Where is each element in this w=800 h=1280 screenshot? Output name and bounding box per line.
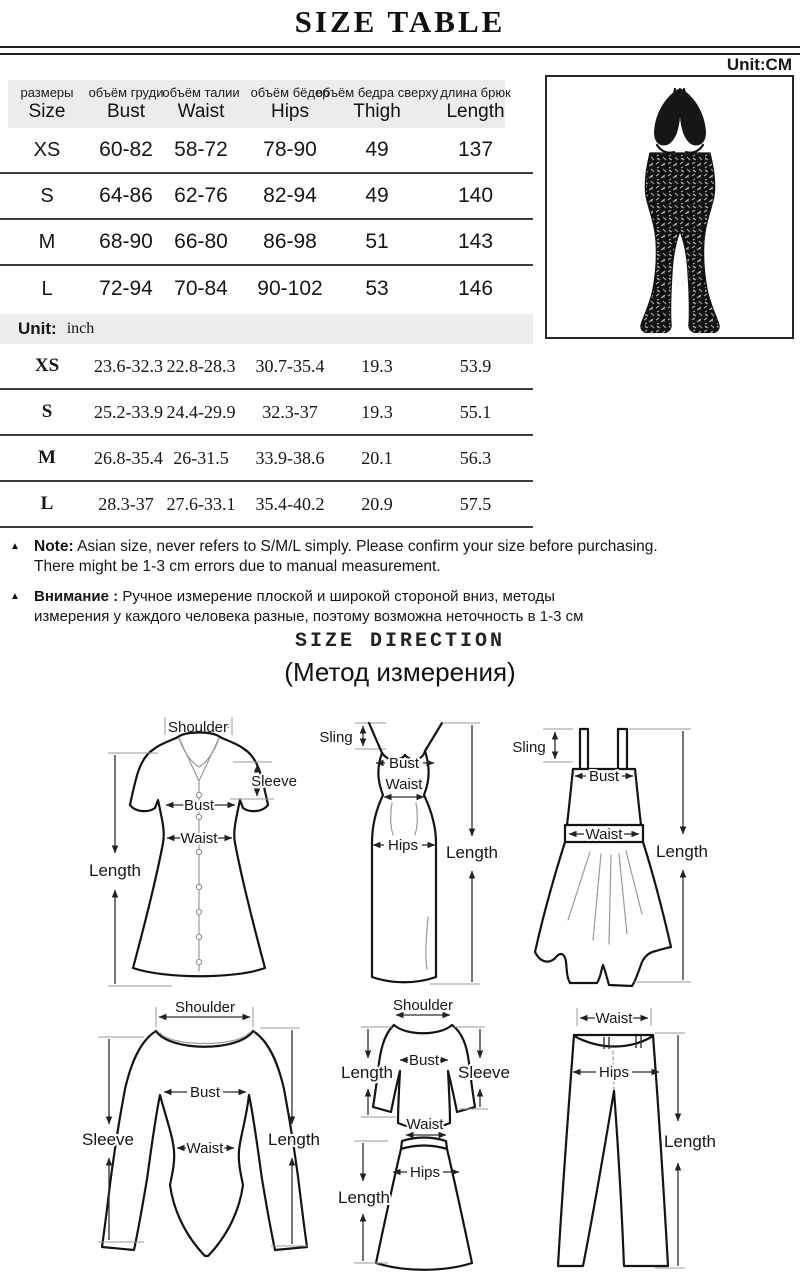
diagram-bodysuit (68, 995, 353, 1280)
diagram-flare-dress (505, 712, 760, 995)
inch-row-l: L 28.3-37 27.6-33.1 35.4-40.2 20.9 57.5 (0, 482, 533, 528)
lace-flare-pants (641, 153, 719, 333)
sling-label: Sling (512, 739, 546, 756)
unit-inch-bar: Unit: inch (0, 314, 533, 344)
inch-row-m: M 26.8-35.4 26-31.5 33.9-38.6 20.1 56.3 (0, 436, 533, 482)
sling-label: Sling (319, 729, 353, 746)
unit-cm-label: Unit:CM (726, 55, 792, 74)
waist-label: Waist (595, 1010, 633, 1027)
waist-detail (657, 145, 703, 153)
length-label: Length (268, 1130, 320, 1149)
jumpsuit-illustration (547, 77, 788, 333)
waist-label: Waist (385, 776, 423, 793)
bust-label: Bust (408, 1052, 440, 1069)
length-label: Length (341, 1063, 393, 1082)
header-waist: объём талии Waist (162, 84, 240, 122)
note-russian: ▲ Внимание : Ручное измерение плоской и широкой стороной вниз, методы измерения у каждого человека разные, поэтому возможна неточность в 1-3 см (10, 588, 584, 625)
diagram-pants (552, 995, 800, 1280)
diagram-slip-dress (312, 705, 504, 995)
hips-label: Hips (598, 1064, 630, 1081)
bust-label: Bust (189, 1084, 221, 1101)
inch-row-s: S 25.2-33.9 24.4-29.9 32.3-37 19.3 55.1 (0, 390, 533, 436)
header-bust: объём груди Bust (88, 84, 164, 122)
note-english: ▲ Note: Asian size, never refers to S/M/L simply. Please confirm your size before purchasing. There might be 1-3 cm errors due to manual measurement. (10, 538, 658, 576)
sleeve-label: Sleeve (458, 1063, 510, 1082)
waist-label: Waist (406, 1116, 444, 1133)
inch-row-xs: XS 23.6-32.3 22.8-28.3 30.7-35.4 19.3 53.9 (0, 344, 533, 390)
cm-row-xs: XS 60-82 58-72 78-90 49 137 (0, 128, 533, 174)
length-label: Length (664, 1132, 716, 1151)
table-header-row (0, 80, 533, 128)
sleeve-label: Sleeve (82, 1130, 134, 1149)
bust-label: Bust (588, 768, 620, 785)
cm-row-s: S 64-86 62-76 82-94 49 140 (0, 174, 533, 220)
header-hips: объём бёдер Hips (250, 84, 330, 122)
bust-label: Bust (183, 797, 215, 814)
length-label: Length (656, 842, 708, 861)
hips-label: Hips (409, 1164, 441, 1181)
header-length: длина брюк Length (440, 84, 511, 122)
skirt-waistband (401, 1138, 447, 1150)
cm-row-l: L 72-94 70-84 90-102 53 146 (41, 277, 494, 300)
skirt (535, 842, 671, 986)
shoulder-label: Shoulder (392, 997, 454, 1014)
triangle-bullet-icon: ▲ (10, 591, 20, 602)
size-direction-subtitle: (Метод измерения) (284, 657, 516, 687)
top-neckline (394, 1025, 452, 1033)
bust-label: Bust (388, 755, 420, 772)
straps (580, 729, 627, 769)
halter-top (654, 88, 706, 145)
header-thigh: объём бедра сверху Thigh (315, 84, 439, 122)
header-size: размеры Size (20, 84, 74, 122)
size-table-cm (0, 80, 533, 312)
waist-label: Waist (186, 1140, 224, 1157)
hips-label: Hips (387, 837, 419, 854)
straps (369, 723, 442, 753)
divider-rule (0, 46, 800, 55)
product-photo (545, 75, 794, 339)
page-title: SIZE TABLE (294, 4, 506, 39)
size-direction-title: SIZE DIRECTION (294, 630, 506, 653)
shoulder-label: Shoulder (167, 719, 229, 736)
shoulder-label: Shoulder (174, 999, 236, 1016)
size-table-inch (0, 344, 533, 528)
waist-label: Waist (180, 830, 218, 847)
length-label: Length (89, 861, 141, 880)
diagram-shirt-dress (60, 705, 330, 995)
sleeve-label: Sleeve (251, 773, 297, 790)
cm-row-m: M 68-90 66-80 86-98 51 143 (0, 220, 533, 266)
diagram-top-and-skirt (328, 995, 543, 1280)
triangle-bullet-icon: ▲ (10, 541, 20, 552)
length-label: Length (338, 1188, 390, 1207)
length-label: Length (446, 843, 498, 862)
waist-label: Waist (585, 826, 623, 843)
